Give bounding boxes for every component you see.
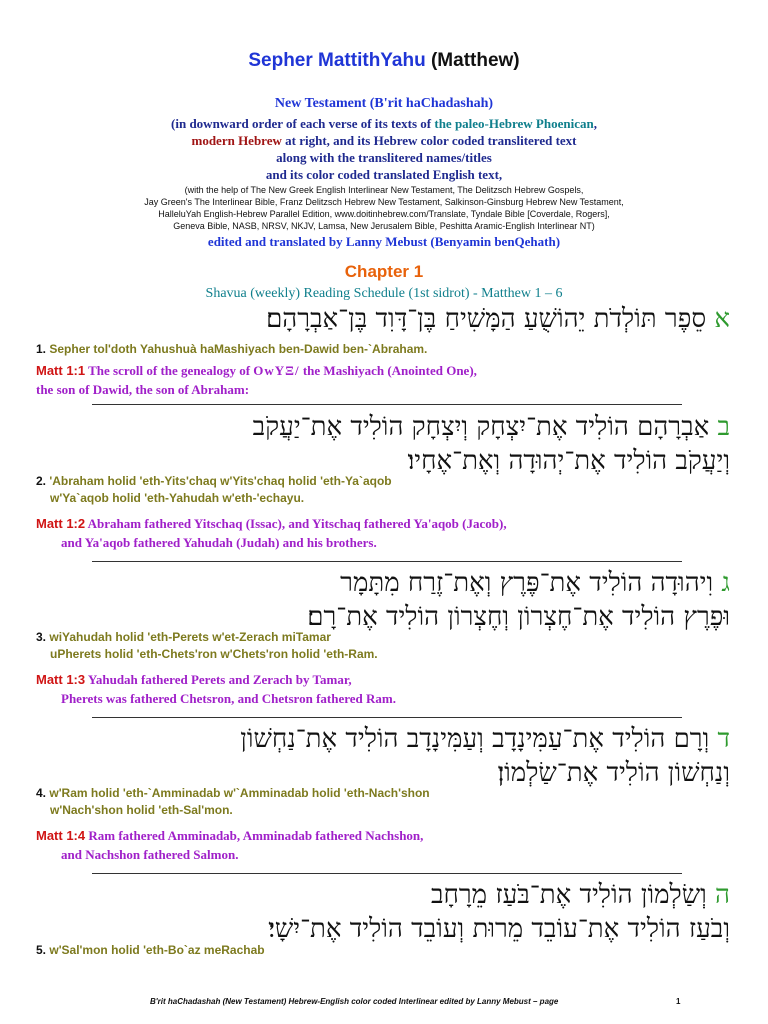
desc-modern-hebrew: modern Hebrew — [191, 133, 282, 148]
divider — [92, 873, 682, 874]
verse-5-hebrew-line-2: וְבֹעַז הוֹלִיד אֶת־עוֹבֵד מֵרוּת וְעוֹבֵד הוֹלִיד אֶת־יִשָׁי׃ — [268, 914, 730, 944]
divider — [92, 404, 682, 405]
verse-4-number: 4. — [36, 786, 47, 800]
verse-4-english — [36, 826, 423, 864]
verse-1-english-a: The scroll of the genealogy of — [88, 363, 251, 378]
verse-3-english-text-1: Yahudah fathered Perets and Zerach by Tamar, — [87, 672, 352, 687]
verse-4-letter: ד — [717, 724, 730, 754]
verse-1-letter: א — [714, 304, 730, 334]
verse-4-english-line-1 — [36, 826, 423, 845]
description-line-2 — [0, 132, 768, 149]
verse-1-english-line-2: the son of Dawid, the son of Abraham: — [36, 382, 250, 397]
verse-5-hebrew-text-1: וְשַׂלְמוֹן הוֹלִיד אֶת־בֹּעַז מֵרָחָב — [430, 880, 707, 910]
verse-2-hebrew — [253, 410, 730, 478]
desc-text: (in downward order of each verse of its texts of — [171, 116, 432, 131]
desc-comma: , — [593, 116, 597, 131]
verse-3-english-line-2: Pherets was fathered Chetsron, and Chetsron fathered Ram. — [61, 691, 396, 706]
credits-line-2: Jay Green's The Interlinear Bible, Franz Delitzsch Hebrew New Testament, Salkinson-Ginsburg Hebrew New Testament, — [144, 197, 624, 207]
verse-2-translit-line-1 — [36, 473, 392, 490]
description-line-3: along with the translitered names/titles — [276, 150, 492, 165]
description-line-4: and its color coded translated English text, — [265, 167, 503, 182]
verse-4-translit — [36, 785, 430, 819]
verse-1-hebrew — [266, 304, 730, 334]
nt-line: New Testament (B'rit haChadashah) — [274, 96, 494, 111]
editor-line: edited and translated by Lanny Mebust (Benyamin benQehath) — [207, 234, 561, 249]
verse-4-hebrew-text-1: וְרָם הוֹלִיד אֶת־עַמִּינָדָב וְעַמִּינָדָב הוֹלִיד אֶת־נַחְשׁוֹן — [240, 724, 710, 754]
verse-3-hebrew-line-2: וּפֶרֶץ הוֹלִיד אֶת־חֶצְרוֹן וְחֶצְרוֹן הוֹלִיד אֶת־רָם׃ — [307, 602, 730, 632]
verse-4-hebrew-line-2: וְנַחְשׁוֹן הוֹלִיד אֶת־שַׂלְמוֹן׃ — [497, 758, 730, 788]
verse-5-hebrew-line-1 — [268, 878, 730, 912]
verse-4-translit-text-1: w'Ram holid 'eth-`Amminadab w'`Amminadab holid 'eth-Nach'shon — [49, 786, 430, 800]
verse-5-letter: ה — [715, 880, 730, 910]
desc-at-right: at right, and its — [285, 133, 371, 148]
verse-4-hebrew-line-1 — [240, 722, 730, 756]
verse-1-translit — [36, 341, 427, 358]
verse-3-translit-line-1 — [36, 629, 378, 646]
verse-1-hebrew-line-1: סֵפֶר תּוֹלְדֹת יֵהוֹשֻׁעַ הַמָּשִׁיחַ בֶּן־דָּוִד בֶּן־אַבְרָהָם׃ — [266, 304, 707, 334]
credits-line-1: (with the help of The New Greek English Interlinear New Testament, The Delitzsch Hebrew Gospels, — [184, 185, 584, 195]
verse-1-ref: Matt 1:1 — [36, 363, 86, 378]
verse-3-translit-text-1: wiYahudah holid 'eth-Perets w'et-Zerach miTamar — [49, 630, 331, 644]
verse-2-ref: Matt 1:2 — [36, 516, 86, 531]
verse-2-hebrew-line-2: וְיַעֲקֹב הוֹלִיד אֶת־יְהוּדָה וְאֶת־אֶחָיו׃ — [407, 446, 730, 476]
verse-2-english-line-1 — [36, 514, 507, 533]
document-title — [0, 50, 768, 72]
verse-2-english-line-2: and Ya'aqob fathered Yahudah (Judah) and his brothers. — [61, 535, 377, 550]
verse-2-hebrew-line-1 — [253, 410, 730, 444]
verse-2-hebrew-text-1: אַבְרָהָם הוֹלִיד אֶת־יִצְחָק וְיִצְחָק הוֹלִיד אֶת־יַעֲקֹב — [252, 412, 710, 442]
verse-5-hebrew — [268, 878, 730, 946]
title-book: Sepher MattithYahu — [248, 50, 426, 71]
verse-3-hebrew-text-1: וִיהוּדָה הוֹלִיד אֶת־פֶּרֶץ וְאֶת־זֶרַח מִתָּמָר — [340, 568, 714, 598]
verse-1-number: 1. — [36, 342, 47, 356]
verse-3-ref: Matt 1:3 — [36, 672, 86, 687]
verse-4-hebrew — [240, 722, 730, 790]
verse-1-english-b: the Mashiyach (Anointed One), — [302, 363, 477, 378]
verse-3-letter: ג — [721, 568, 730, 598]
verse-2-number: 2. — [36, 474, 47, 488]
verse-5-number: 5. — [36, 943, 47, 957]
verse-1-english — [36, 361, 477, 399]
verse-3-number: 3. — [36, 630, 47, 644]
credits-line-3: HalleluYah English-Hebrew Parallel Edition, www.doitinhebrew.com/Translate, Tyndale Bible [Coverdale, Rogers], — [158, 209, 610, 219]
chapter-title: Chapter 1 — [344, 262, 424, 281]
verse-3-english — [36, 670, 396, 708]
verse-1-translit-line-1: Sepher tol'doth Yahushuà haMashiyach ben-Dawid ben-`Abraham. — [49, 342, 428, 356]
verse-2-translit-line-2: w'Ya`aqob holid 'eth-Yahudah w'eth-'echayu. — [50, 491, 305, 505]
desc-translit: Hebrew color coded translitered text — [373, 133, 577, 148]
verse-5-translit — [36, 942, 265, 959]
verse-2-translit — [36, 473, 392, 507]
credits-line-4: Geneva Bible, NASB, NRSV, NKJV, Lamsa, New Jerusalem Bible, Peshitta Aramic-English Interlinear NT) — [173, 221, 595, 231]
desc-paleo: the paleo-Hebrew Phoenican — [434, 116, 594, 131]
verse-3-translit — [36, 629, 378, 663]
verse-4-english-line-2: and Nachshon fathered Salmon. — [61, 847, 239, 862]
divider — [92, 717, 682, 718]
verse-5-translit-line-1: w'Sal'mon holid 'eth-Bo`az meRachab — [49, 943, 265, 957]
title-english: (Matthew) — [430, 50, 520, 71]
verse-2-english-text-1: Abraham fathered Yitschaq (Issac), and Yitschaq fathered Ya'aqob (Jacob), — [87, 516, 507, 531]
description-line-1 — [0, 115, 768, 132]
verse-2-translit-text-1: 'Abraham holid 'eth-Yits'chaq w'Yits'chaq holid 'eth-Ya`aqob — [49, 474, 392, 488]
page-number: 1 — [676, 997, 681, 1006]
verse-2-english — [36, 514, 507, 552]
verse-3-english-line-1 — [36, 670, 396, 689]
verse-3-translit-line-2: uPherets holid 'eth-Chets'ron w'Chets'ron holid 'eth-Ram. — [50, 647, 378, 661]
verse-4-translit-line-1 — [36, 785, 430, 802]
verse-3-hebrew — [307, 566, 730, 634]
verse-4-translit-line-2: w'Nach'shon holid 'eth-Sal'mon. — [50, 803, 233, 817]
verse-1-english-line-1 — [36, 361, 477, 380]
verse-3-hebrew-line-1 — [307, 566, 730, 600]
paleo-name: ΟwΥΞ/ — [253, 363, 300, 378]
page-footer: B'rit haChadashah (New Testament) Hebrew-English color coded Interlinear edited by Lanny Mebust – page — [150, 997, 559, 1006]
reading-schedule: Shavua (weekly) Reading Schedule (1st sidrot) - Matthew 1 – 6 — [205, 286, 563, 301]
divider — [92, 561, 682, 562]
verse-2-letter: ב — [717, 412, 730, 442]
verse-4-ref: Matt 1:4 — [36, 828, 86, 843]
verse-4-english-text-1: Ram fathered Amminadab, Amminadab fathered Nachshon, — [88, 828, 424, 843]
